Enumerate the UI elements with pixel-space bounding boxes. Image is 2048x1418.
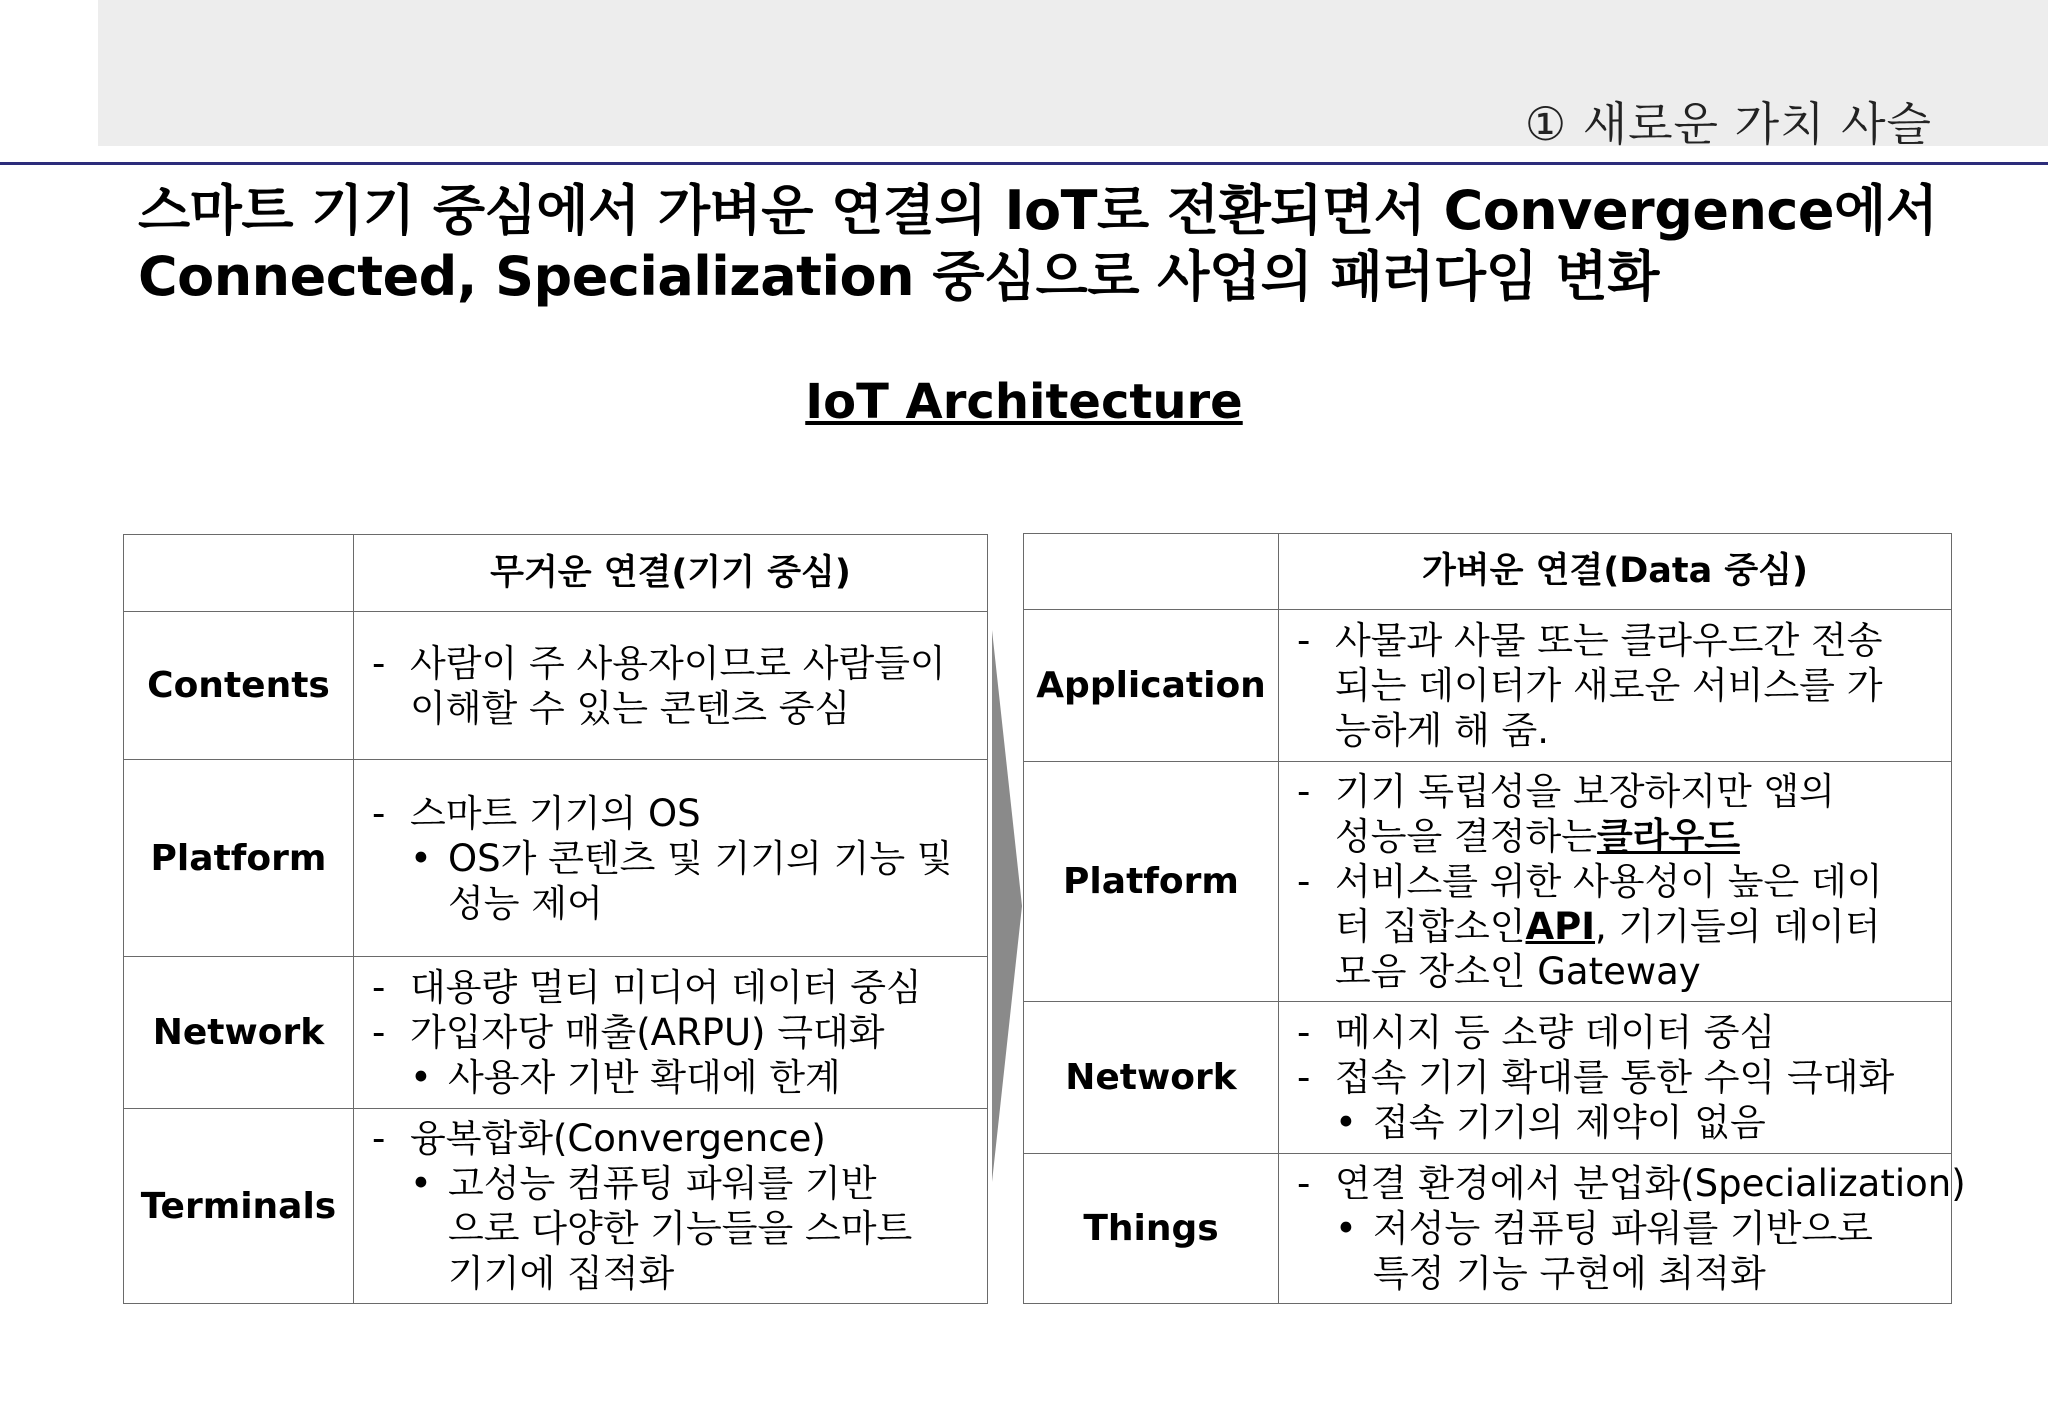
row-label-terminals: Terminals bbox=[124, 1109, 354, 1304]
page-headline bbox=[138, 178, 1938, 310]
row-label-application: Application bbox=[1024, 610, 1279, 762]
row-label-platform: Platform bbox=[1024, 762, 1279, 1002]
transition-arrow-icon bbox=[990, 630, 1024, 1182]
network-description: - 메시지 등 소량 데이터 중심 - 접속 기기 확대를 통한 수익 극대화 • 접속 기기의 제약이 없음 bbox=[1279, 1002, 1952, 1154]
corner-cell bbox=[124, 535, 354, 612]
platform-description: - 기기 독립성을 보장하지만 앱의 성능을 결정하는 클라우드 - 서비스를 위한 사용성이 높은 데이 터 집합소인 API , 기기들의 데이터 모음 장소인 Gateway bbox=[1279, 762, 1952, 1002]
headline-line-2: Connected, Specialization 중심으로 사업의 패러다임 변화 bbox=[138, 245, 1659, 308]
terminals-description: - 융복합화(Convergence) • 고성능 컴퓨팅 파워를 기반 으로 다양한 기능들을 스마트 기기에 집적화 bbox=[354, 1109, 988, 1304]
headline-line-1: 스마트 기기 중심에서 가벼운 연결의 IoT로 전환되면서 Convergence에서 bbox=[138, 179, 1938, 242]
light-connection-table bbox=[1023, 533, 1966, 1304]
row-label-network: Network bbox=[124, 957, 354, 1109]
things-description: - 연결 환경에서 분업화(Specialization) • 저성능 컴퓨팅 파워를 기반으로 특정 기능 구현에 최적화 bbox=[1279, 1154, 1952, 1304]
light-connection-header: 가벼운 연결(Data 중심) bbox=[1279, 534, 1952, 610]
corner-cell bbox=[1024, 534, 1279, 610]
section-label: ① 새로운 가치 사슬 bbox=[1524, 97, 1932, 151]
contents-description: - 사람이 주 사용자이므로 사람들이 이해할 수 있는 콘텐츠 중심 bbox=[354, 612, 988, 760]
heavy-connection-header: 무거운 연결(기기 중심) bbox=[354, 535, 988, 612]
row-label-things: Things bbox=[1024, 1154, 1279, 1304]
cloud-keyword: 클라우드 bbox=[1596, 815, 1740, 858]
heavy-connection-table bbox=[123, 534, 988, 1304]
architecture-title: IoT Architecture bbox=[805, 374, 1243, 430]
row-label-contents: Contents bbox=[124, 612, 354, 760]
header-divider bbox=[0, 162, 2048, 165]
row-label-platform: Platform bbox=[124, 760, 354, 957]
api-keyword: API bbox=[1525, 905, 1596, 948]
row-label-network: Network bbox=[1024, 1002, 1279, 1154]
network-description: - 대용량 멀티 미디어 데이터 중심 - 가입자당 매출(ARPU) 극대화 • 사용자 기반 확대에 한계 bbox=[354, 957, 988, 1109]
application-description: - 사물과 사물 또는 클라우드간 전송 되는 데이터가 새로운 서비스를 가 능하게 해 줌. bbox=[1279, 610, 1952, 762]
platform-description: - 스마트 기기의 OS • OS가 콘텐츠 및 기기의 기능 및 성능 제어 bbox=[354, 760, 988, 957]
